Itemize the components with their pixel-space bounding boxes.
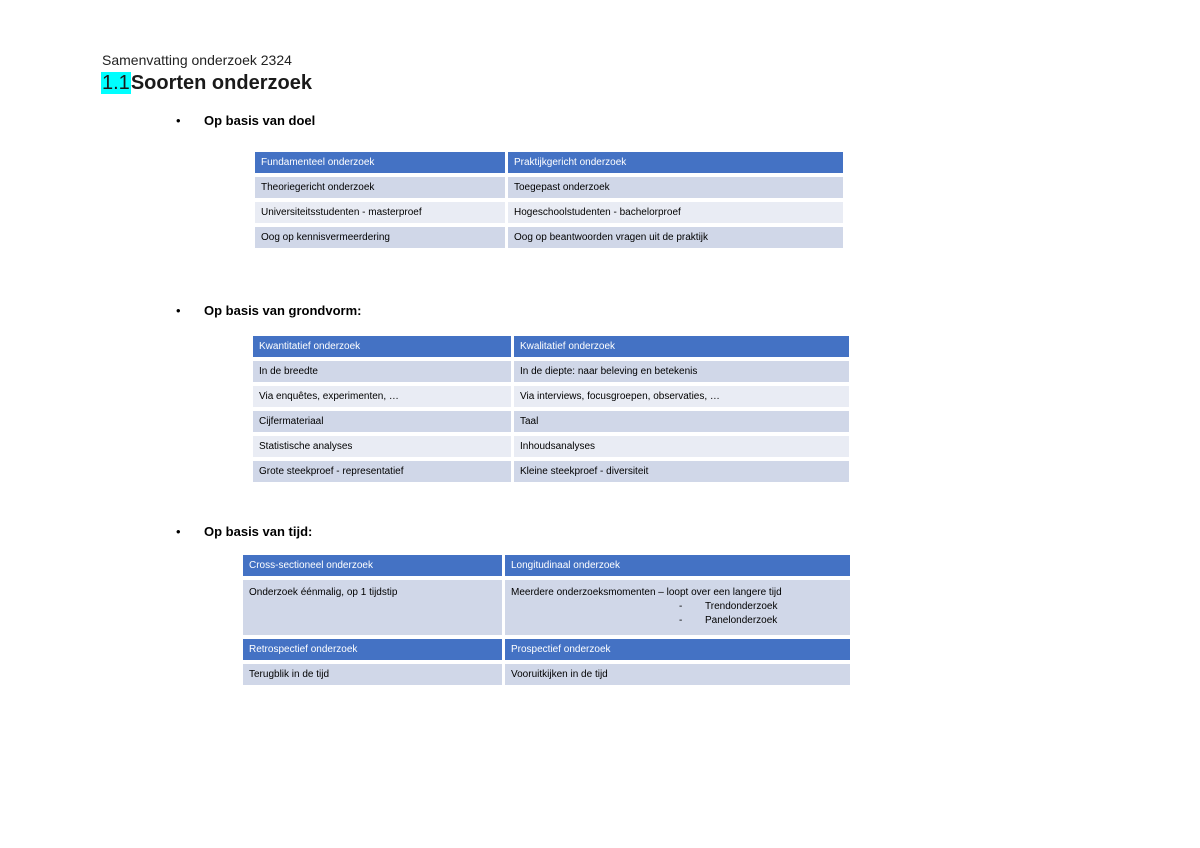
table-cell: Inhoudsanalyses [514,436,849,457]
table-cell: Cijfermateriaal [253,411,511,432]
table-row [253,461,849,482]
table-header-cell: Fundamenteel onderzoek [255,152,505,173]
table-cell: Statistische analyses [253,436,511,457]
table-row [243,580,850,635]
table-header-row [253,336,849,357]
bullet-dot: • [176,303,181,318]
bullet-grondvorm [176,303,361,318]
list-item-label: Trendonderzoek [705,601,778,612]
table-cell: Kleine steekproef - diversiteit [514,461,849,482]
table-row [253,386,849,407]
heading-number: 1.1 [102,72,130,94]
section-heading [101,72,312,95]
table-header-row [243,639,850,660]
table-cell: Terugblik in de tijd [243,664,502,685]
table-cell: Toegepast onderzoek [508,177,843,198]
table-header-cell: Longitudinaal onderzoek [505,555,850,576]
table-cell: Vooruitkijken in de tijd [505,664,850,685]
bullet-label: Op basis van doel [204,113,316,128]
table-cell: In de breedte [253,361,511,382]
cell-main-text: Meerdere onderzoeksmomenten – loopt over een langere tijd [511,587,782,598]
document-header: Samenvatting onderzoek 2324 [102,52,292,68]
table-doel [252,148,846,252]
list-item [511,614,844,628]
dash-marker: - [679,601,683,612]
table-row [255,177,843,198]
table-row [243,664,850,685]
table-row [255,227,843,248]
table-cell: Hogeschoolstudenten - bachelorproef [508,202,843,223]
bullet-label: Op basis van grondvorm: [204,303,362,318]
bullet-label: Op basis van tijd: [204,524,313,539]
table-cell: Taal [514,411,849,432]
list-item [511,600,844,614]
bullet-tijd [176,524,312,539]
table-row [253,411,849,432]
table-cell: Via interviews, focusgroepen, observaties, … [514,386,849,407]
table-cell: Grote steekproef - representatief [253,461,511,482]
table-header-cell: Prospectief onderzoek [505,639,850,660]
table-header-row [255,152,843,173]
table-header-cell: Retrospectief onderzoek [243,639,502,660]
table-header-cell: Cross-sectioneel onderzoek [243,555,502,576]
table-row [255,202,843,223]
table-header-cell: Kwalitatief onderzoek [514,336,849,357]
table-cell: Universiteitsstudenten - masterproef [255,202,505,223]
table-header-row [243,555,850,576]
heading-title: Soorten onderzoek [130,72,312,94]
table-cell: Theoriegericht onderzoek [255,177,505,198]
table-cell [505,580,850,635]
dash-marker: - [679,615,683,626]
table-header-cell: Praktijkgericht onderzoek [508,152,843,173]
bullet-dot: • [176,113,181,128]
bullet-dot: • [176,524,181,539]
table-cell: Via enquêtes, experimenten, … [253,386,511,407]
table-grondvorm [250,332,852,486]
table-tijd [240,551,853,689]
table-cell: Oog op beantwoorden vragen uit de praktijk [508,227,843,248]
table-row [253,361,849,382]
table-cell: Onderzoek éénmalig, op 1 tijdstip [243,580,502,635]
bullet-doel [176,113,315,128]
list-item-label: Panelonderzoek [705,615,778,626]
table-row [253,436,849,457]
table-cell: In de diepte: naar beleving en betekenis [514,361,849,382]
table-header-cell: Kwantitatief onderzoek [253,336,511,357]
table-cell: Oog op kennisvermeerdering [255,227,505,248]
